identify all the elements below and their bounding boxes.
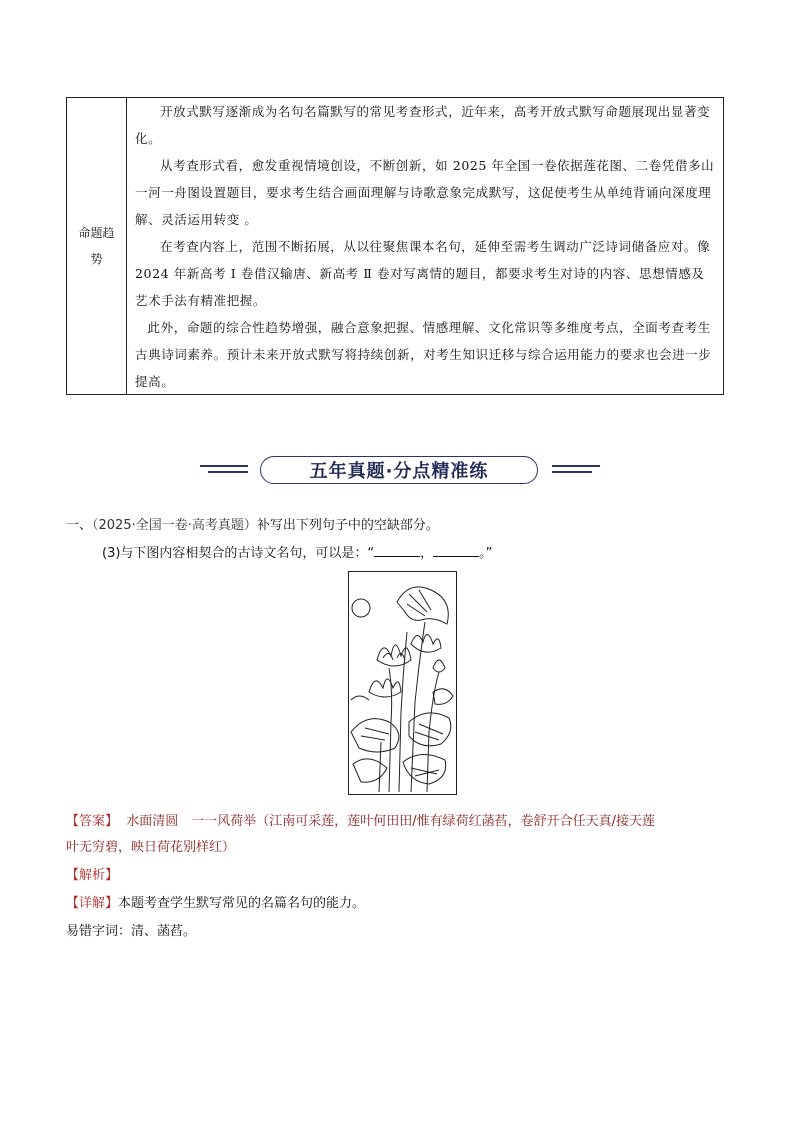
question-instruction: 补写出下列句子中的空缺部分。 [256,518,439,533]
title-right-lines-icon [552,465,600,477]
trend-paragraph-1: 开放式默写逐渐成为名句名篇默写的常见考查形式，近年来，高考开放式默写命题展现出显著变化。 [135,104,711,146]
table-label-cell: 命题趋势 [67,98,127,394]
analysis-label: 【解析】 [66,868,119,883]
answer-text-1: 水面清圆 一一风荷举（江南可采莲，莲叶何田田/惟有绿荷红菡萏，卷舒开合任天真/接天莲 [126,814,656,829]
section-title-banner [200,456,600,486]
question-number: 一、 [66,518,93,533]
lotus-illustration [348,571,457,795]
sub-question-prefix: (3)与下图内容相契合的古诗文名句，可以是：“ [102,546,375,561]
trend-paragraph-4: 此外，命题的综合性趋势增强，融合意象把握、情感理解、文化常识等多维度考点，全面考查考生古典诗词素养。预计未来开放式默写将持续创新，对考生知识迁移与综合运用能力的要求也会进一步提高。 [135,320,712,389]
sub-question-suffix: 。” [479,546,493,561]
section-title: 五年真题·分点精准练 [260,456,538,484]
answer-line-1 [66,810,655,829]
question-header [66,514,439,533]
sub-question [102,542,492,561]
answer-label: 【答案】 [66,814,119,829]
typo-text: 易错字词：清、菡萏。 [66,924,197,939]
typo-line [66,920,196,939]
detail-label: 【详解】 [66,896,119,911]
table-content-cell [127,98,723,394]
answer-text-2: 叶无穷碧，映日荷花别样红） [66,840,236,855]
analysis-line [66,864,118,883]
trend-paragraph-2: 从考查形式看，愈发重视情境创设，不断创新，如 2025 年全国一卷依据莲花图、二卷凭借多山一河一舟图设置题目，要求考生结合画面理解与诗歌意象完成默写，这促使考生从单纯背诵向深度理解、灵活运用转变 。 [135,158,715,227]
sub-question-separator: ， [420,546,434,561]
detail-line [66,892,365,911]
detail-text: 本题考查学生默写常见的名篇名句的能力。 [118,896,366,911]
lotus-drawing-icon [349,572,455,793]
answer-blank-1 [374,544,420,557]
question-source: （2025·全国一卷·高考真题） [92,518,257,533]
title-left-lines-icon [200,465,248,477]
answer-line-2 [66,836,235,855]
proposition-trend-table [66,97,724,395]
trend-paragraph-3: 在考查内容上，范围不断拓展，从以往聚焦课本名句，延伸至需考生调动广泛诗词储备应对。像 2024 年新高考 Ⅰ 卷借汉输唐、新高考 Ⅱ 卷对写离情的题目，都要求考生对诗的内容、思想情感及艺术手法有精准把握。 [135,239,711,308]
answer-blank-2 [433,544,479,557]
